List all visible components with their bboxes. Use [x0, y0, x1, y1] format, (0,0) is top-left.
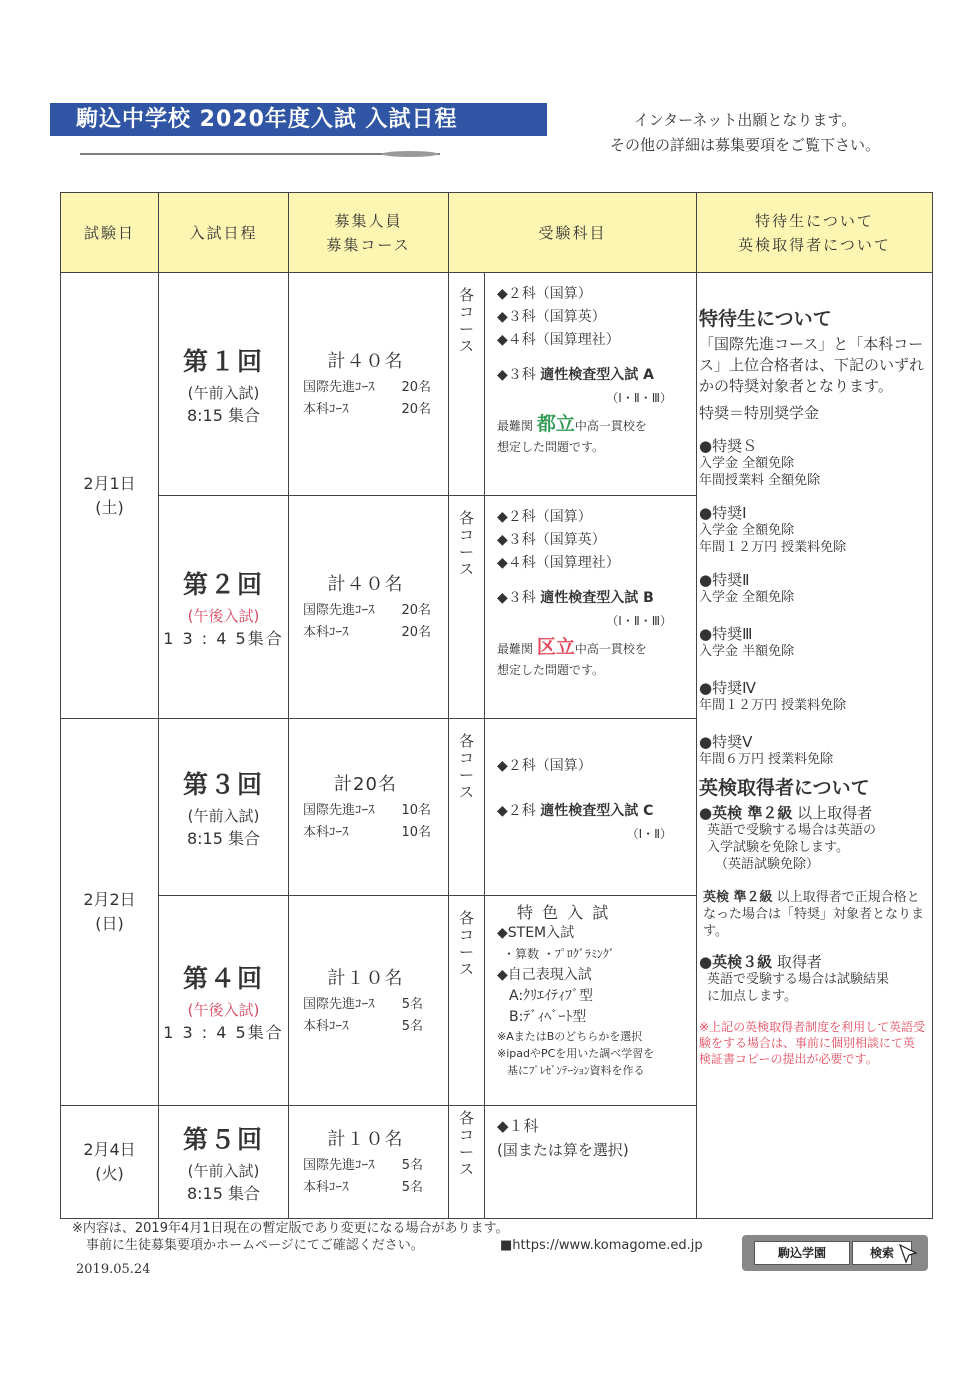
subject-line: B:ﾃﾞｨﾍﾞｰﾄ型 [509, 1009, 587, 1025]
session-slot: (午前入試) [187, 1162, 260, 1180]
quota-2 [289, 496, 449, 719]
subject-line: ◆STEM入試 [497, 925, 575, 941]
subject-note: ※ipadやPCを用いた調べ学習を [497, 1047, 655, 1060]
session-time: 1 3 : 4 5集合 [163, 1022, 284, 1042]
eiken-heading: 英検取得者について [699, 777, 870, 799]
header-quota-line1: 募集人員 [334, 211, 403, 230]
subject-sub: （Ⅰ・Ⅱ） [626, 827, 673, 841]
footer-line-2: 事前に生徒募集要項かホームページにてご確認ください。 [86, 1238, 424, 1253]
document-date: 2019.05.24 [76, 1262, 151, 1277]
quota-count: 10名 [401, 825, 431, 840]
quota-course: 本科ｺｰｽ [303, 402, 349, 417]
session-slot: (午後入試) [187, 607, 260, 625]
note-highlight: 区立 [536, 636, 575, 658]
session-3 [159, 719, 289, 896]
schedule-table [60, 192, 933, 1219]
subject-line: ◆２科（国算） [497, 758, 592, 774]
session-number: 第５回 [182, 1125, 264, 1154]
subject-line: ◆３科（国算英） [497, 532, 606, 548]
course-label [449, 896, 485, 1106]
session-slot: (午前入試) [187, 807, 260, 825]
quota-total: 計４０名 [327, 574, 404, 595]
quota-count: 5名 [401, 1018, 423, 1034]
session-2 [159, 496, 289, 719]
scholarship-desc: 「国際先進コース」と「本科コース」上位合格者は、下記のいずれかの特奨対象者となります。 [699, 335, 925, 395]
course-label [449, 1106, 485, 1219]
subject-line: ◆３科（国算英） [497, 309, 606, 325]
header-info-line2: 英検取得者について [738, 235, 891, 254]
header-quota [289, 193, 449, 273]
quota-count: 5名 [401, 1180, 423, 1195]
subject-line: ◆２科（国算） [497, 509, 592, 525]
note-suffix: 中高一貫校を [574, 642, 647, 656]
header-schedule: 入試日程 [159, 193, 289, 273]
session-time: 8:15 集合 [186, 1184, 261, 1203]
subject-sub: （Ⅰ・Ⅱ・Ⅲ） [606, 614, 673, 628]
subject-bold: 適性検査型入試 A [540, 367, 654, 383]
eiken-pre2-bold: ●英検 準２級 [699, 804, 793, 822]
notice-line-2: その他の詳細は募集要項をご覧下さい。 [609, 136, 880, 154]
scholarship-4: ●特奨Ⅳ [699, 679, 756, 697]
scholarship-1: ●特奨Ⅰ [699, 504, 747, 522]
header-info [697, 193, 933, 273]
website-url[interactable]: ■https://www.komagome.ed.jp [500, 1238, 703, 1253]
course-label [449, 496, 485, 719]
note-highlight: 都立 [536, 413, 575, 435]
quota-count: 20名 [401, 625, 431, 640]
quota-count: 20名 [401, 402, 431, 417]
session-time: 1 3 : 4 5集合 [163, 629, 284, 648]
wheat-decoration [80, 150, 440, 158]
footer-line-1: ※内容は、2019年4月1日現在の暫定版であり変更になる場合があります。 [72, 1221, 509, 1236]
search-field[interactable]: 駒込学園 [754, 1241, 850, 1265]
header-date: 試験日 [61, 193, 159, 273]
subjects-4 [485, 896, 697, 1106]
session-number: 第３回 [182, 770, 264, 799]
quota-5 [289, 1106, 449, 1219]
scholarship-1-line: 年間１２万円 授業料免除 [699, 540, 847, 555]
note-prefix: 最難関 [497, 642, 537, 656]
quota-count: 5名 [401, 996, 423, 1012]
eiken-3-bold: ●英検３級 [699, 953, 773, 971]
subject-line: 特 色 入 試 [517, 903, 611, 922]
eiken-pre2-regular-rest: 以上取得者で正規合格となった場合は「特奨」対象者となります。 [703, 890, 925, 939]
scholarship-5: ●特奨Ⅴ [699, 733, 753, 751]
quota-3 [289, 719, 449, 896]
scholarship-1-line: 入学金 全額免除 [699, 523, 795, 538]
course-label [449, 719, 485, 896]
session-number: 第４回 [182, 963, 264, 993]
quota-4 [289, 896, 449, 1106]
course-label [449, 273, 485, 496]
subject-line [497, 364, 690, 387]
footer-notes [72, 1220, 508, 1254]
subject-bold: 適性検査型入試 B [540, 590, 654, 606]
subject-prefix: ◆３科 [497, 367, 541, 383]
subject-line [497, 587, 690, 610]
scholarship-heading: 特待生について [699, 308, 832, 330]
note-prefix: 最難関 [497, 419, 537, 433]
subject-line: ◆２科（国算） [497, 286, 592, 302]
date-feb1 [61, 273, 159, 719]
eiken-3 [699, 954, 926, 971]
course-label-text: 各 コ ー ス [458, 286, 474, 355]
subject-line: (国または算を選択) [497, 1141, 629, 1159]
quota-course: 国際先進ｺｰｽ [303, 996, 375, 1012]
subject-note: 基にﾌﾟﾚｾﾞﾝﾃｰｼｮﾝ資料を作る [507, 1064, 645, 1077]
scholarship-2: ●特奨Ⅱ [699, 571, 750, 589]
session-1 [159, 273, 289, 496]
session-time: 8:15 集合 [186, 406, 261, 425]
subject-line: ◆４科（国算理社） [497, 555, 620, 571]
date-feb4-weekday: (火) [95, 1164, 124, 1183]
quota-count: 20名 [401, 380, 431, 395]
subjects-2 [485, 496, 697, 719]
course-label-text: 各 コ ー ス [458, 509, 474, 578]
subject-note: 想定した問題です。 [497, 663, 605, 677]
date-feb2-day: 2月2日 [83, 890, 136, 909]
quota-course: 国際先進ｺｰｽ [303, 1158, 375, 1173]
quota-course: 本科ｺｰｽ [303, 1018, 349, 1034]
scholarship-s-line: 年間授業料 全額免除 [699, 473, 821, 488]
subjects-1 [485, 273, 697, 496]
date-feb4-day: 2月4日 [83, 1140, 136, 1159]
scholarship-4-line: 年間１２万円 授業料免除 [699, 698, 847, 713]
quota-count: 10名 [401, 803, 431, 818]
date-feb1-weekday: (土) [95, 497, 124, 517]
eiken-pre2-line: 入学試験を免除します。 [707, 840, 849, 855]
subjects-5 [485, 1106, 697, 1219]
scholarship-s: ●特奨Ｓ [699, 437, 758, 455]
eiken-pre2-regular-bold: 英検 準２級 [703, 890, 773, 905]
subject-line: ◆１科 [497, 1117, 539, 1135]
eiken-pre2-regular [699, 889, 926, 940]
subject-prefix: ◆２科 [497, 803, 541, 819]
subjects-3 [485, 719, 697, 896]
scholarship-2-line: 入学金 全額免除 [699, 590, 795, 605]
eiken-pre2-line: （英語試験免除） [715, 857, 820, 872]
scholarship-def: 特奨＝特別奨学金 [699, 404, 820, 422]
subject-note: 想定した問題です。 [497, 440, 605, 454]
subject-note [497, 414, 690, 437]
notice-line-1: インターネット出願となります。 [633, 111, 857, 129]
page-title: 駒込中学校 2020年度入試 入試日程 [50, 103, 547, 136]
session-number: 第１回 [182, 347, 264, 376]
session-5 [159, 1106, 289, 1219]
header-subjects: 受験科目 [449, 193, 697, 273]
quota-course: 本科ｺｰｽ [303, 825, 349, 840]
date-feb1-day: 2月1日 [83, 473, 136, 493]
eiken-3-rest: 取得者 [772, 953, 822, 971]
subject-line: ◆４科（国算理社） [497, 332, 620, 348]
quota-course: 国際先進ｺｰｽ [303, 603, 375, 618]
header-info-line1: 特待生について [755, 211, 874, 230]
session-time: 8:15 集合 [186, 829, 261, 848]
date-feb2 [61, 719, 159, 1106]
pointer-cursor-icon [898, 1243, 920, 1265]
eiken-pre2 [699, 805, 926, 822]
quota-course: 本科ｺｰｽ [303, 1180, 349, 1195]
quota-total: 計１０名 [327, 1129, 404, 1150]
scholarship-info [697, 273, 933, 1219]
session-4 [159, 896, 289, 1106]
subject-sub: （Ⅰ・Ⅱ・Ⅲ） [606, 391, 673, 405]
subject-line: ・算数 ・ﾌﾟﾛｸﾞﾗﾐﾝｸﾞ [503, 947, 615, 961]
course-label-text: 各 コ ー ス [458, 732, 474, 801]
quota-total: 計20名 [334, 774, 397, 795]
eiken-3-line: に加点します。 [707, 989, 797, 1004]
subject-line: ◆自己表現入試 [497, 967, 592, 983]
header-quota-line2: 募集コース [326, 235, 411, 254]
session-slot: (午前入試) [187, 384, 260, 402]
scholarship-s-line: 入学金 全額免除 [699, 456, 795, 471]
date-feb2-weekday: (日) [95, 914, 124, 933]
quota-course: 国際先進ｺｰｽ [303, 380, 375, 395]
course-label-text: 各 コ ー ス [458, 1109, 474, 1178]
date-feb4 [61, 1106, 159, 1219]
subject-bold: 適性検査型入試 C [540, 803, 654, 819]
subject-note [497, 637, 690, 660]
quota-total: 計４０名 [327, 351, 404, 372]
session-number: 第２回 [182, 570, 264, 599]
quota-count: 20名 [401, 603, 431, 618]
session-slot: (午後入試) [187, 1000, 260, 1019]
notice [610, 108, 880, 158]
course-label-text: 各 コ ー ス [458, 909, 474, 978]
eiken-red-note: ※上記の英検取得者制度を利用して英語受験をする場合は、事前に個別相談にて英検証書コピーの提出が必要です。 [699, 1020, 926, 1066]
eiken-3-line: 英語で受験する場合は試験結果 [707, 972, 890, 987]
scholarship-3-line: 入学金 半額免除 [699, 644, 795, 659]
scholarship-5-line: 年間６万円 授業料免除 [699, 752, 834, 767]
quota-course: 本科ｺｰｽ [303, 625, 349, 640]
eiken-pre2-rest: 以上取得者 [792, 804, 873, 822]
subject-note: ※AまたはBのどちらかを選択 [497, 1030, 643, 1043]
quota-1 [289, 273, 449, 496]
quota-total: 計１０名 [327, 967, 404, 989]
subject-line: A:ｸﾘｴｲﾃｨﾌﾞ型 [509, 988, 594, 1004]
search-button[interactable]: 検索 [852, 1241, 912, 1265]
quota-course: 国際先進ｺｰｽ [303, 803, 375, 818]
note-suffix: 中高一貫校を [574, 419, 647, 433]
subject-line [497, 800, 690, 823]
quota-count: 5名 [401, 1158, 423, 1173]
scholarship-3: ●特奨Ⅲ [699, 625, 753, 643]
subject-prefix: ◆３科 [497, 590, 541, 606]
eiken-pre2-line: 英語で受験する場合は英語の [707, 823, 877, 838]
